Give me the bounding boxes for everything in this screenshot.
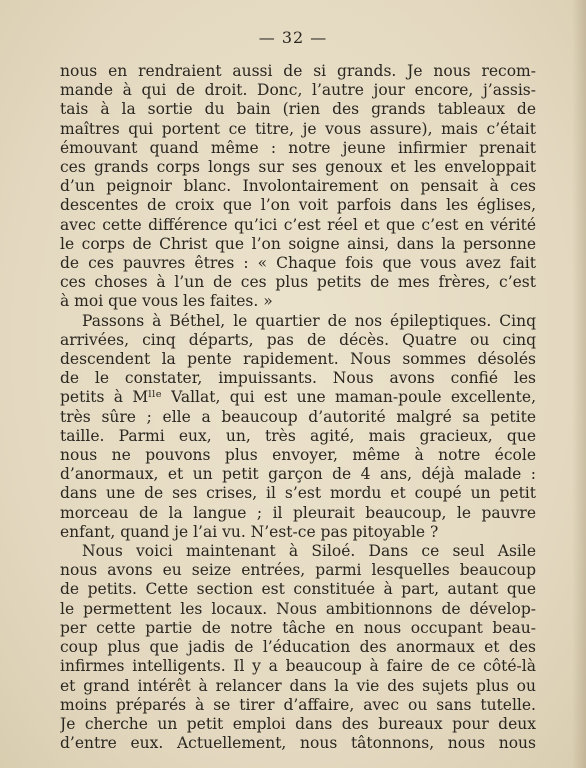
text-line: tais à la sortie du bain (rien des grands tableaux de [60, 100, 536, 119]
text-line: de le constater, impuissants. Nous avons confié les [60, 369, 536, 388]
text-line: à moi que vous les faites. » [60, 292, 273, 311]
page-edge-shadow [572, 0, 586, 768]
page-number: — 32 — [258, 28, 328, 47]
text-line: le permettent les locaux. Nous ambitionnons de dévelop- [60, 599, 536, 618]
text-line: nous avons eu seize entrées, parmi lesquelles beaucoup [60, 561, 536, 580]
text-line: arrivées, cinq départs, pas de décès. Quatre ou cinq [60, 330, 536, 349]
text-line: Nous voici maintenant à Siloé. Dans ce seul Asile [82, 542, 536, 561]
text-line: de petits. Cette section est constituée à part, autant que [60, 580, 536, 599]
text-line: d’un peignoir blanc. Involontairement on pensait à ces [60, 177, 536, 196]
text-line: avec cette différence qu’ici c’est réel et que c’est en vérité [60, 215, 536, 234]
text-line: de ces pauvres êtres : « Chaque fois que vous avez fait [60, 254, 536, 273]
text-line: d’entre eux. Actuellement, nous tâtonnons, nous nous [60, 734, 536, 753]
text-line: infirmes intelligents. Il y a beaucoup à faire de ce côté-là [60, 657, 536, 676]
text-line: très sûre ; elle a beaucoup d’autorité malgré sa petite [60, 407, 536, 426]
text-line: et grand intérêt à relancer dans la vie des sujets plus ou [60, 676, 536, 695]
text-line: nous en rendraient aussi de si grands. Je nous recom- [60, 62, 536, 80]
text-line: Je cherche un petit emploi dans des bureaux pour deux [60, 714, 536, 733]
text-line: le corps de Christ que l’on soigne ainsi, dans la personne [60, 234, 536, 253]
text-line: per cette partie de notre tâche en nous occupant beau- [60, 618, 536, 637]
text-line: mande à qui de droit. Donc, l’autre jour encore, j’assis- [60, 81, 536, 100]
text-line: nous ne pouvons plus envoyer, même à notre école [60, 446, 536, 465]
text-line: ces grands corps longs sur ses genoux et les enveloppait [60, 158, 536, 177]
text-line: coup plus que jadis de l’éducation des anormaux et des [60, 638, 536, 657]
text-line: maîtres qui portent ce titre, je vous assure), mais c’était [60, 119, 536, 138]
text-line: émouvant quand même : notre jeune infirmier prenait [60, 138, 536, 157]
text-line: d’anormaux, et un petit garçon de 4 ans, déjà malade : [60, 465, 536, 484]
text-line: enfant, quand je l’ai vu. N’est-ce pas pitoyable ? [60, 522, 439, 541]
body-text [60, 62, 536, 753]
text-line: dans une de ses crises, il s’est mordu et coupé un petit [60, 484, 536, 503]
text-line: taille. Parmi eux, un, très agité, mais gracieux, que [60, 426, 536, 445]
text-line: petits à Mˡˡᵉ Vallat, qui est une maman-poule excellente, [60, 388, 536, 407]
text-line: descendent la pente rapidement. Nous sommes désolés [60, 350, 536, 369]
text-line: descentes de croix que l’on voit parfois dans les églises, [60, 196, 536, 215]
text-line: morceau de la langue ; il pleurait beaucoup, le pauvre [60, 503, 536, 522]
text-line: moins préparés à se tirer d’affaire, avec ou sans tutelle. [60, 695, 536, 714]
text-line: ces choses à l’un de ces plus petits de mes frères, c’est [60, 273, 536, 292]
text-line: Passons à Béthel, le quartier de nos épileptiques. Cinq [82, 311, 536, 330]
